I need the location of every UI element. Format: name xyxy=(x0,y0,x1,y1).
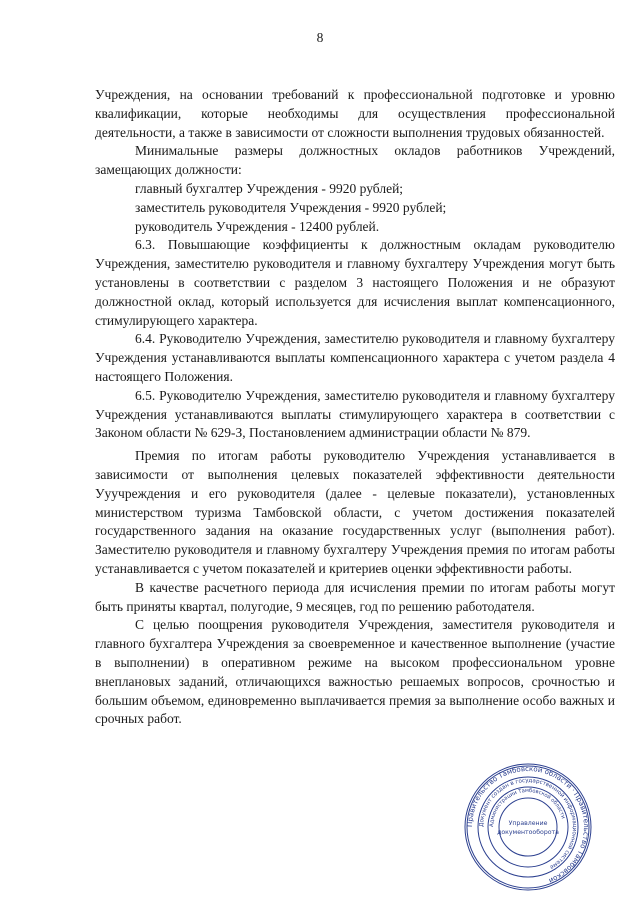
paragraph-6-3: 6.3. Повышающие коэффициенты к должностным окладам руководителю Учреждения, заместителю руководителя и главному бухгалтеру Учреждения могут быть установлены в соответствии с разделом 3 настоящего Положения и не образуют должностной оклад, который используется для исчисления выплат компенсационного, стимулирующего характера. xyxy=(95,237,615,328)
paragraph-6-5: 6.5. Руководителю Учреждения, заместителю руководителя и главному бухгалтеру Учреждения устанавливаются выплаты стимулирующего характера в соответствии с Законом области № 629-З, Постановлением администрации области № 879. xyxy=(95,387,615,441)
paragraph-6-4: 6.4. Руководителю Учреждения, заместителю руководителя и главному бухгалтеру Учреждения устанавливаются выплаты компенсационного характера с учетом раздела 4 настоящего Положения. xyxy=(95,331,615,384)
paragraph-incentive: С целью поощрения руководителя Учреждения, заместителя руководителя и главного бухгалтера Учреждения за своевременное и качественное выполнение (участие в выполнении) в оперативном режиме на высоком профессиональном уровне внеплановых заданий, отличающихся важностью решаемых вопросов, срочностью и большим объемом, единовременно выплачивается премия за выполнение особо важных и срочных работ. xyxy=(95,617,615,727)
stamp-outer-text: Правительство Тамбовской области · Правительство Тамбовской xyxy=(465,764,591,885)
stamp-inner-text: Администрации Тамбовской области xyxy=(488,787,566,828)
stamp-middle-text: Документ создан в государственной информационной системе xyxy=(478,777,578,870)
list-item-head: руководитель Учреждения - 12400 рублей. xyxy=(135,218,380,234)
paragraph-2: Минимальные размеры должностных окладов работников Учреждений, замещающих должности: xyxy=(95,143,615,178)
paragraph-1: Учреждения, на основании требований к профессиональной подготовке и уровню квалификации, которые необходимы для осуществления профессиональной деятельности, а также в зависимости от сложности выполнения трудовых обязанностей. xyxy=(95,87,615,140)
list-item-chief-accountant: главный бухгалтер Учреждения - 9920 рублей; xyxy=(135,180,404,196)
paragraph-bonus: Премия по итогам работы руководителю Учреждения устанавливается в зависимости от выполнения целевых показателей эффективности деятельности Ууучреждения и его руководителя (далее - целевые показатели), установленных министерством туризма Тамбовской области, с учетом достижения показателей государственного задания на оказание государственных услуг (выполнения работ). Заместителю руководителя и главному бухгалтеру Учреждения премия по итогам работы устанавливается с учетом показателей и критериев оценки эффективности работы. xyxy=(95,448,615,576)
list-item-deputy-head: заместитель руководителя Учреждения - 9920 рублей; xyxy=(135,199,447,215)
stamp-center-line-2: документооборота xyxy=(497,829,559,836)
official-stamp xyxy=(463,762,593,892)
document-body xyxy=(95,86,615,729)
paragraph-period: В качестве расчетного периода для исчисления премии по итогам работы могут быть приняты квартал, полугодие, 9 месяцев, год по решению работодателя. xyxy=(95,579,615,614)
page-number: 8 xyxy=(316,30,324,45)
stamp-center-line-1: Управление xyxy=(508,820,548,827)
stamp-seal-icon xyxy=(463,762,593,892)
